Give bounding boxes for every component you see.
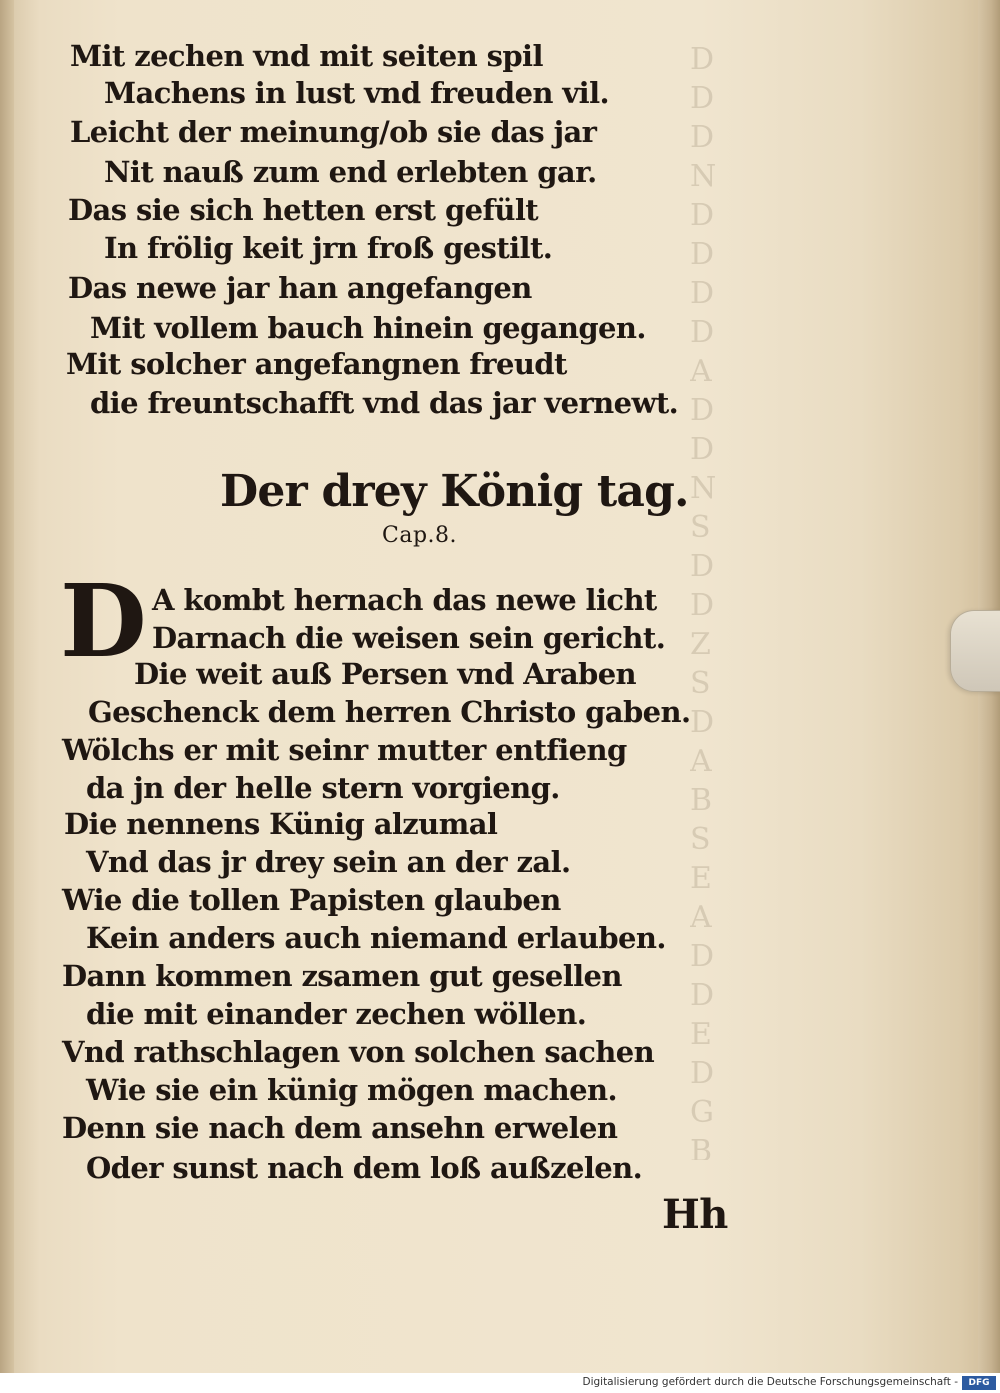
verse-line: Vnd rathschlagen von solchen sachen [62, 1035, 655, 1069]
verse-line: Geschenck dem herren Christo gaben. [88, 695, 691, 729]
verse-line: Darnach die weisen sein gericht. [152, 621, 666, 655]
verse-line: Mit zechen vnd mit seiten spil [70, 39, 543, 73]
verse-line: Oder sunst nach dem loß außzelen. [86, 1151, 643, 1185]
funding-credit: Digitalisierung gefördert durch die Deutsche Forschungsgemeinschaft - [582, 1376, 958, 1388]
verse-line: Wölchs er mit seinr mutter entfieng [62, 733, 627, 767]
page-clip [950, 610, 1000, 692]
verse-line: Nit nauß zum end erlebten gar. [104, 155, 597, 189]
verse-line: Das newe jar han angefangen [68, 271, 532, 305]
bleed-through-text: D D D N D D D D A D D N S D D Z S D A B S E A D D E D G B [690, 42, 717, 1160]
footer-bar [0, 1373, 1000, 1393]
book-gutter [0, 0, 14, 1373]
chapter-number: Cap.8. [382, 523, 458, 548]
verse-line: Denn sie nach dem ansehn erwelen [62, 1111, 618, 1145]
verse-line: Wie sie ein künig mögen machen. [86, 1073, 617, 1107]
verse-line: da jn der helle stern vorgieng. [86, 771, 560, 805]
verse-line: Machens in lust vnd freuden vil. [104, 76, 609, 110]
dfg-logo: DFG [962, 1376, 996, 1390]
verse-line: Leicht der meinung/ob sie das jar [70, 115, 597, 149]
verse-line: die mit einander zechen wöllen. [86, 997, 587, 1031]
verse-line: A kombt hernach das newe licht [152, 583, 657, 617]
signature-mark: Hh [662, 1191, 728, 1238]
verse-line: Kein anders auch niemand erlauben. [86, 921, 666, 955]
verse-line: Dann kommen zsamen gut gesellen [62, 959, 622, 993]
chapter-heading: Der drey König tag. [220, 466, 689, 517]
verse-line: Mit vollem bauch hinein gegangen. [90, 311, 646, 345]
verse-line: In frölig keit jrn froß gestilt. [104, 231, 553, 265]
verse-line: die freuntschafft vnd das jar vernewt. [90, 386, 679, 420]
verse-line: Das sie sich hetten erst gefült [68, 193, 539, 227]
verse-line: Die weit auß Persen vnd Araben [134, 657, 637, 691]
verse-line: Die nennens Künig alzumal [64, 807, 498, 841]
decorated-initial: D [60, 562, 147, 680]
verse-line: Mit solcher angefangnen freudt [66, 347, 567, 381]
verse-line: Vnd das jr drey sein an der zal. [86, 845, 571, 879]
verse-line: Wie die tollen Papisten glauben [62, 883, 561, 917]
